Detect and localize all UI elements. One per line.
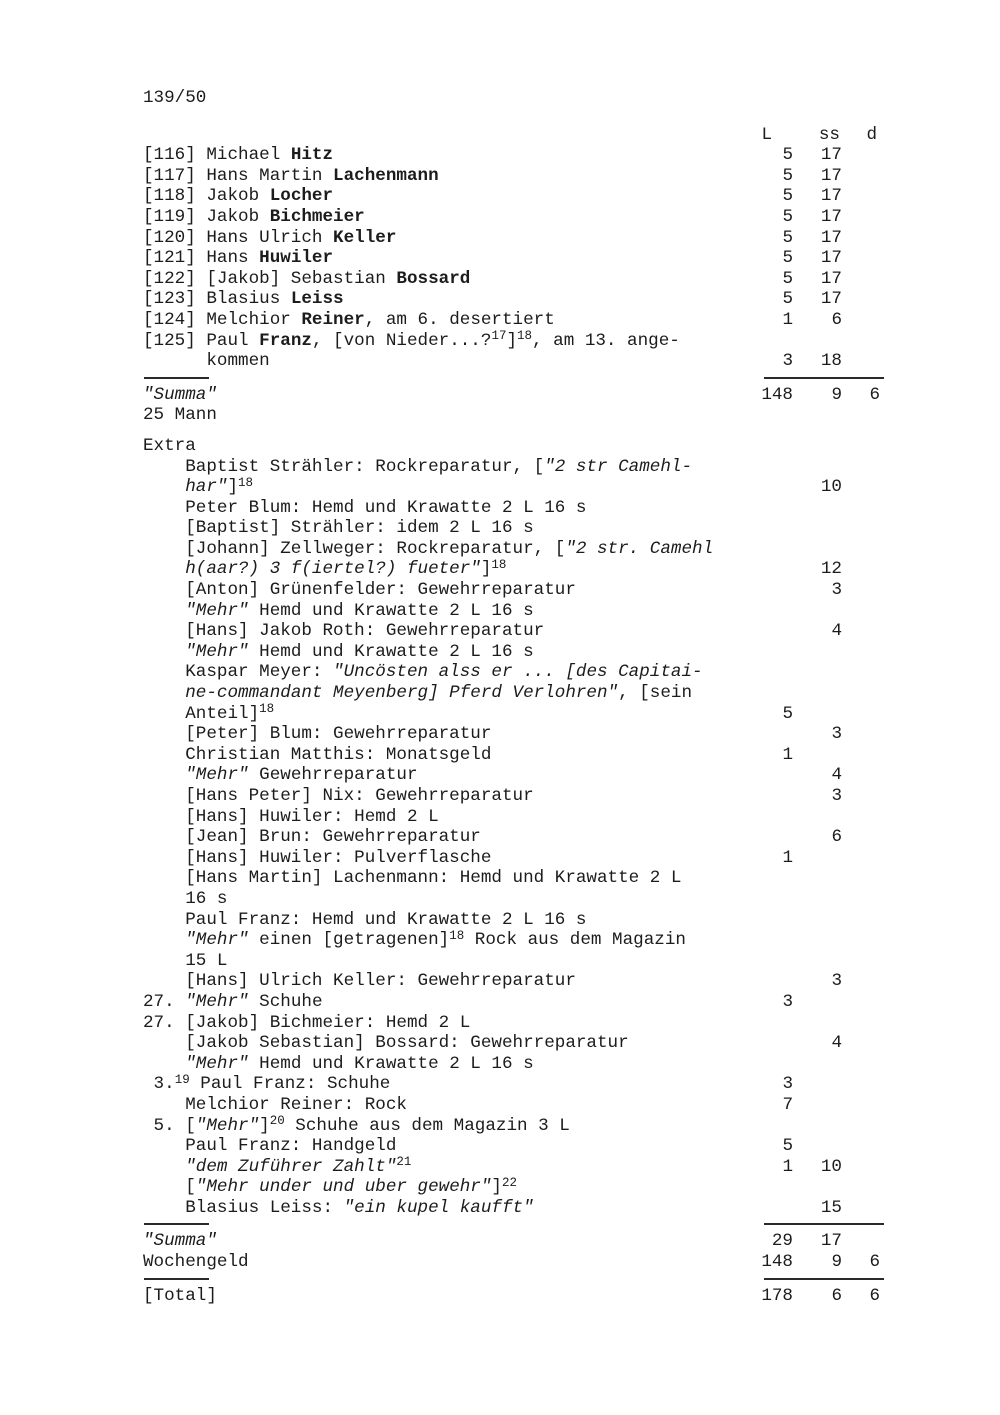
value-d: 6: [869, 384, 880, 405]
value-ss: 6: [831, 309, 842, 330]
entry-text: [Hans] Huwiler: Pulverflasche: [143, 847, 492, 868]
value-L: 5: [782, 248, 793, 269]
value-d: 6: [869, 1285, 880, 1306]
entry-text: har"]$^{18}$: [185, 475, 254, 498]
entry-text: Kaspar Meyer: "Uncösten alss er ... [des Capitai-: [143, 662, 703, 683]
value-ss: 9: [831, 1252, 842, 1273]
value-ss: 6: [831, 1285, 842, 1306]
table-row: [143, 331, 880, 352]
value-ss: 10: [820, 477, 842, 498]
value-ss: 17: [820, 289, 842, 310]
table-row: [143, 1198, 880, 1219]
entry-text: 5. ["Mehr"]$^{20}$ Schuhe aus dem Magazin 3 L: [143, 1114, 570, 1136]
value-ss: 3: [831, 580, 842, 601]
value-ss: 17: [820, 227, 842, 248]
table-row: [143, 145, 880, 166]
entry-text: "Mehr" einen [getragenen]$^{18}$ Rock aus dem Magazin: [185, 928, 686, 951]
table-row: [143, 457, 880, 478]
value-L: 5: [782, 227, 793, 248]
value-L: 5: [782, 206, 793, 227]
sum-rule-left: [144, 377, 209, 379]
value-ss: 17: [820, 186, 842, 207]
sum-rule-right: [764, 1278, 884, 1280]
value-L: 1: [782, 1156, 793, 1177]
entry-text: 27. [Jakob] Bichmeier: Hemd 2 L: [143, 1012, 471, 1033]
entry-text: [Total]: [143, 1285, 217, 1306]
entry-text: [Jakob Sebastian] Bossard: Gewehrreparatur: [143, 1033, 629, 1054]
sum-rule-left: [144, 1223, 209, 1225]
value-ss: 10: [820, 1156, 842, 1177]
table-row: [143, 228, 880, 249]
value-L: 3: [782, 351, 793, 372]
table-row: [143, 1286, 880, 1307]
table-row: [143, 1054, 880, 1075]
entry-text: [Hans] Huwiler: Hemd 2 L: [143, 806, 439, 827]
entry-text: [Peter] Blum: Gewehrreparatur: [143, 724, 492, 745]
value-L: 1: [782, 847, 793, 868]
table-row: [143, 186, 880, 207]
entry-text: 16 s: [143, 888, 228, 909]
value-L: 5: [782, 703, 793, 724]
sum-rule: [143, 372, 880, 385]
value-ss: 3: [831, 786, 842, 806]
value-L: 5: [782, 186, 793, 207]
entry-text: Peter Blum: Hemd und Krawatte 2 L 16 s: [143, 497, 587, 518]
value-L: 1: [782, 309, 793, 330]
table-row: [143, 1231, 880, 1252]
entry-text: Paul Franz: Handgeld: [143, 1136, 397, 1157]
sum-rule-left: [144, 1278, 209, 1280]
entry-text: Christian Matthis: Monatsgeld: [143, 744, 492, 765]
table-row: [143, 385, 880, 406]
entry-text: Paul Franz: Hemd und Krawatte 2 L 16 s: [143, 909, 587, 930]
table-row: [143, 930, 880, 951]
entry-text: [Hans] Ulrich Keller: Gewehrreparatur: [143, 971, 576, 992]
entry-text: [125] Paul Franz, [von Nieder...?$^{17}$]$^{18}$, am 13. ange-: [143, 329, 680, 351]
table-row: [143, 1013, 880, 1034]
table-row: [143, 289, 880, 310]
table-row: [143, 436, 880, 457]
value-ss: 6: [831, 827, 842, 848]
table-row: [143, 1116, 880, 1137]
table-row: [143, 992, 880, 1013]
column-header-d: d: [866, 124, 877, 145]
table-row: [143, 1095, 880, 1116]
value-ss: 17: [820, 145, 842, 166]
folio-number: 139/50: [143, 88, 207, 108]
table-row: [143, 1136, 880, 1157]
entry-text: [Anton] Grünenfelder: Gewehrreparatur: [143, 580, 576, 601]
entry-text: Anteil]$^{18}$: [143, 702, 275, 724]
table-row: [143, 1033, 880, 1054]
value-L: 5: [782, 289, 793, 310]
entry-text: [Hans Martin] Lachenmann: Hemd und Krawatte 2 L: [143, 868, 682, 889]
entry-text: ne-commandant Meyenberg] Pferd Verlohren", [sein: [185, 683, 693, 704]
table-row: [143, 477, 880, 498]
sum-rule-right: [764, 377, 884, 379]
entry-text: [124] Melchior Reiner, am 6. desertiert: [143, 309, 555, 330]
table-row: [143, 601, 880, 622]
table-row: [143, 642, 880, 663]
table-row: [143, 724, 880, 745]
entry-text: [118] Jakob Locher: [143, 186, 334, 207]
entry-text: [122] [Jakob] Sebastian Bossard: [143, 268, 471, 289]
table-row: [143, 662, 880, 683]
ledger-page: [143, 88, 880, 1306]
value-L: 148: [761, 384, 793, 405]
value-ss: 9: [831, 384, 842, 405]
entry-text: Blasius Leiss: "ein kupel kaufft": [143, 1197, 534, 1218]
value-L: 3: [782, 1074, 793, 1095]
entry-text: Baptist Strähler: Rockreparatur, ["2 str Camehl-: [143, 456, 693, 477]
entry-text: [Hans] Jakob Roth: Gewehrreparatur: [143, 621, 545, 642]
value-L: 1: [782, 744, 793, 765]
entry-text: Wochengeld: [143, 1252, 249, 1273]
value-ss: 3: [831, 724, 842, 745]
entry-text: [117] Hans Martin Lachenmann: [143, 165, 439, 186]
entry-text: 15 L: [143, 950, 228, 971]
table-row: [143, 248, 880, 269]
entry-text: [Jean] Brun: Gewehrreparatur: [143, 827, 481, 848]
table-row: [143, 745, 880, 766]
table-row: [143, 1177, 880, 1198]
entry-text: [Johann] Zellweger: Rockreparatur, ["2 str. Camehl: [143, 538, 714, 559]
table-row: [143, 498, 880, 519]
table-row: [143, 351, 880, 372]
entry-text: "Summa": [143, 1231, 217, 1252]
table-row: [143, 889, 880, 910]
table-row: [143, 580, 880, 601]
entry-text: [119] Jakob Bichmeier: [143, 206, 365, 227]
table-row: [143, 559, 880, 580]
table-row: [143, 704, 880, 725]
table-row: [143, 1074, 880, 1095]
column-header-ss: ss: [818, 124, 840, 145]
value-ss: 3: [831, 971, 842, 992]
value-L: 5: [782, 165, 793, 186]
table-row: [143, 1157, 880, 1178]
entry-text: "dem Zuführer Zahlt"$^{21}$: [185, 1155, 412, 1177]
table-row: [143, 807, 880, 828]
sum-rule-right: [764, 1223, 884, 1225]
table-row: [143, 405, 880, 426]
value-L: 148: [761, 1252, 793, 1273]
column-header-L: L: [761, 124, 772, 145]
entry-text: [121] Hans Huwiler: [143, 248, 334, 269]
value-ss: 4: [831, 621, 842, 642]
value-L: 178: [761, 1285, 793, 1306]
value-d: 6: [869, 1252, 880, 1273]
entry-text: h(aar?) 3 f(iertel?) fueter"]$^{18}$: [185, 557, 507, 580]
value-ss: 4: [831, 1033, 842, 1054]
table-row: [143, 848, 880, 869]
entry-text: [123] Blasius Leiss: [143, 289, 344, 310]
entry-text: 3.19 Paul Franz: Schuhe: [143, 1072, 391, 1095]
table-row: [143, 765, 880, 786]
table-row: [143, 621, 880, 642]
value-L: 5: [782, 145, 793, 166]
value-L: 5: [782, 1136, 793, 1157]
value-ss: 12: [820, 559, 842, 580]
table-row: [143, 683, 880, 704]
table-row: [143, 207, 880, 228]
entry-text: [Hans Peter] Nix: Gewehrreparatur: [143, 786, 534, 806]
value-L: 5: [782, 268, 793, 289]
table-row: [143, 868, 880, 889]
table-row: [143, 1252, 880, 1273]
table-row: [143, 910, 880, 931]
entry-text: 27. "Mehr" Schuhe: [143, 991, 323, 1012]
value-L: 29: [771, 1231, 793, 1252]
entry-text: [Baptist] Strähler: idem 2 L 16 s: [143, 518, 534, 539]
entry-text: [116] Michael Hitz: [143, 145, 334, 166]
value-ss: 17: [820, 268, 842, 289]
entry-text: Extra: [143, 435, 196, 456]
table-row: [143, 166, 880, 187]
value-L: 7: [782, 1094, 793, 1115]
value-ss: 15: [820, 1197, 842, 1218]
value-ss: 17: [820, 206, 842, 227]
table-row: [143, 971, 880, 992]
table-row: [143, 786, 880, 807]
entry-text: "Mehr" Hemd und Krawatte 2 L 16 s: [185, 600, 534, 621]
ledger-table: [143, 125, 880, 1307]
entry-text: "Mehr" Hemd und Krawatte 2 L 16 s: [185, 641, 534, 662]
entry-text: [120] Hans Ulrich Keller: [143, 227, 397, 248]
value-ss: 17: [820, 165, 842, 186]
entry-text: "Mehr" Hemd und Krawatte 2 L 16 s: [185, 1053, 534, 1074]
value-ss: 17: [820, 248, 842, 269]
table-row: [143, 518, 880, 539]
entry-text: Melchior Reiner: Rock: [143, 1094, 407, 1115]
entry-text: kommen: [143, 351, 270, 372]
value-ss: 18: [820, 351, 842, 372]
entry-text: 25 Mann: [143, 405, 217, 426]
entry-text: "Mehr" Gewehrreparatur: [185, 765, 418, 786]
value-L: 3: [782, 991, 793, 1012]
sum-rule: [143, 1273, 880, 1286]
value-ss: 17: [820, 1231, 842, 1252]
table-row: [143, 539, 880, 560]
column-header-row: [143, 125, 880, 146]
table-row: [143, 951, 880, 972]
section-gap: [143, 426, 880, 436]
sum-rule: [143, 1218, 880, 1231]
entry-text: ["Mehr under und uber gewehr"]$^{22}$: [143, 1175, 517, 1198]
value-ss: 4: [831, 765, 842, 786]
entry-text: "Summa": [143, 384, 217, 405]
table-row: [143, 310, 880, 331]
table-row: [143, 827, 880, 848]
table-row: [143, 269, 880, 290]
